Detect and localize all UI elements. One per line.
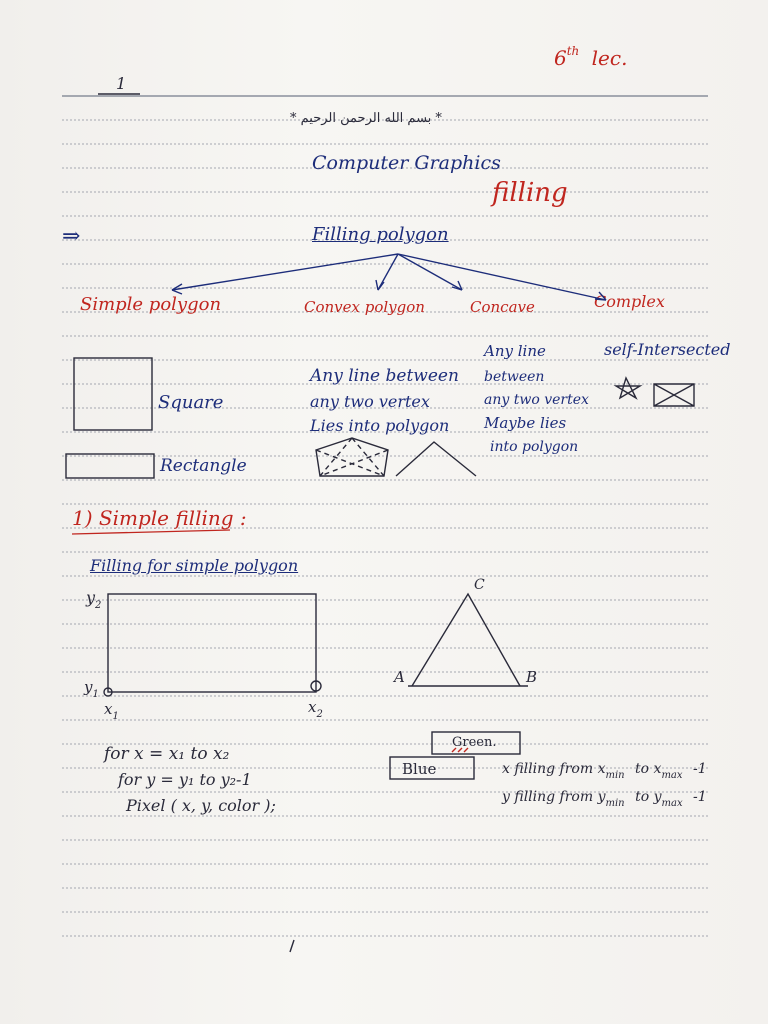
convex-note-3: Lies into polygon	[310, 416, 450, 435]
convex-note-1: Any line between	[310, 366, 459, 386]
tree-root: Filling polygon	[312, 224, 449, 245]
code-line-3: Pixel ( x, y, color );	[126, 796, 276, 815]
star-icon	[616, 378, 640, 398]
lecture-label: lec.	[591, 46, 628, 70]
tree-branch-convex	[378, 254, 398, 290]
tree-branch-concave	[398, 254, 462, 290]
concave-note-5: into polygon	[490, 439, 579, 455]
tree-branch-complex	[398, 254, 606, 300]
convex-diagonals	[316, 438, 388, 476]
convex-note-2: any two vertex	[310, 392, 430, 411]
tree-branch-simple	[172, 254, 398, 290]
triangle-abc	[412, 594, 520, 686]
lecture-number-digit: 6	[554, 46, 567, 70]
label-vertex-c: C	[474, 577, 485, 593]
tree-child-simple: Simple polygon	[80, 294, 222, 315]
label-vertex-b: B	[526, 668, 538, 686]
label-rectangle: Rectangle	[160, 456, 247, 476]
concave-note-1: Any line	[484, 342, 546, 360]
section-heading-underline	[72, 530, 230, 534]
bottom-tick	[290, 940, 294, 952]
label-y2: $y_2$	[86, 588, 102, 611]
topic-title: filling	[492, 178, 568, 208]
concave-note-4: Maybe lies	[484, 414, 567, 432]
green-box-label: Green.	[452, 735, 497, 750]
course-title: Computer Graphics	[312, 152, 501, 174]
code-line-1: for x = x₁ to x₂	[104, 744, 230, 764]
tree-arrowheads	[172, 280, 606, 300]
concave-shape	[396, 442, 476, 476]
tree-child-concave: Concave	[470, 298, 535, 316]
label-x2: $x_2$	[308, 698, 323, 720]
rectangle-shape	[66, 454, 154, 478]
bowtie-icon	[654, 384, 694, 406]
blue-box-label: Blue	[402, 760, 437, 778]
lecture-number-suffix: th	[566, 44, 580, 58]
label-x1: $x_1$	[104, 700, 119, 722]
code-line-2: for y = y₁ to y₂-1	[118, 770, 252, 789]
box-hatch	[452, 748, 468, 752]
x-filling-note: x filling from $x_{min}$ to $x_{max}$ -1	[502, 761, 707, 781]
section-subheading: Filling for simple polygon	[90, 556, 299, 575]
arrow-icon: ⇒	[62, 224, 81, 249]
label-y1: $y_1$	[84, 678, 99, 700]
tree-child-convex: Convex polygon	[304, 298, 425, 316]
filling-rectangle	[108, 594, 316, 692]
label-vertex-a: A	[394, 668, 405, 686]
complex-note: self-Intersected	[604, 340, 731, 359]
green-box	[432, 732, 520, 754]
section-heading: 1) Simple filling :	[72, 506, 247, 530]
label-square: Square	[158, 392, 224, 413]
tree-child-complex: Complex	[594, 292, 665, 311]
concave-note-2: between	[484, 369, 545, 385]
bismillah: * بسم الله الرحمن الرحيم *	[290, 111, 442, 126]
concave-note-3: any two vertex	[484, 392, 589, 408]
y-filling-note: y filling from $y_{min}$ to $y_{max}$ -1	[502, 789, 707, 809]
blue-box	[390, 757, 474, 779]
square-shape	[74, 358, 152, 430]
convex-shape	[316, 438, 388, 476]
page-number: 1	[116, 74, 127, 93]
